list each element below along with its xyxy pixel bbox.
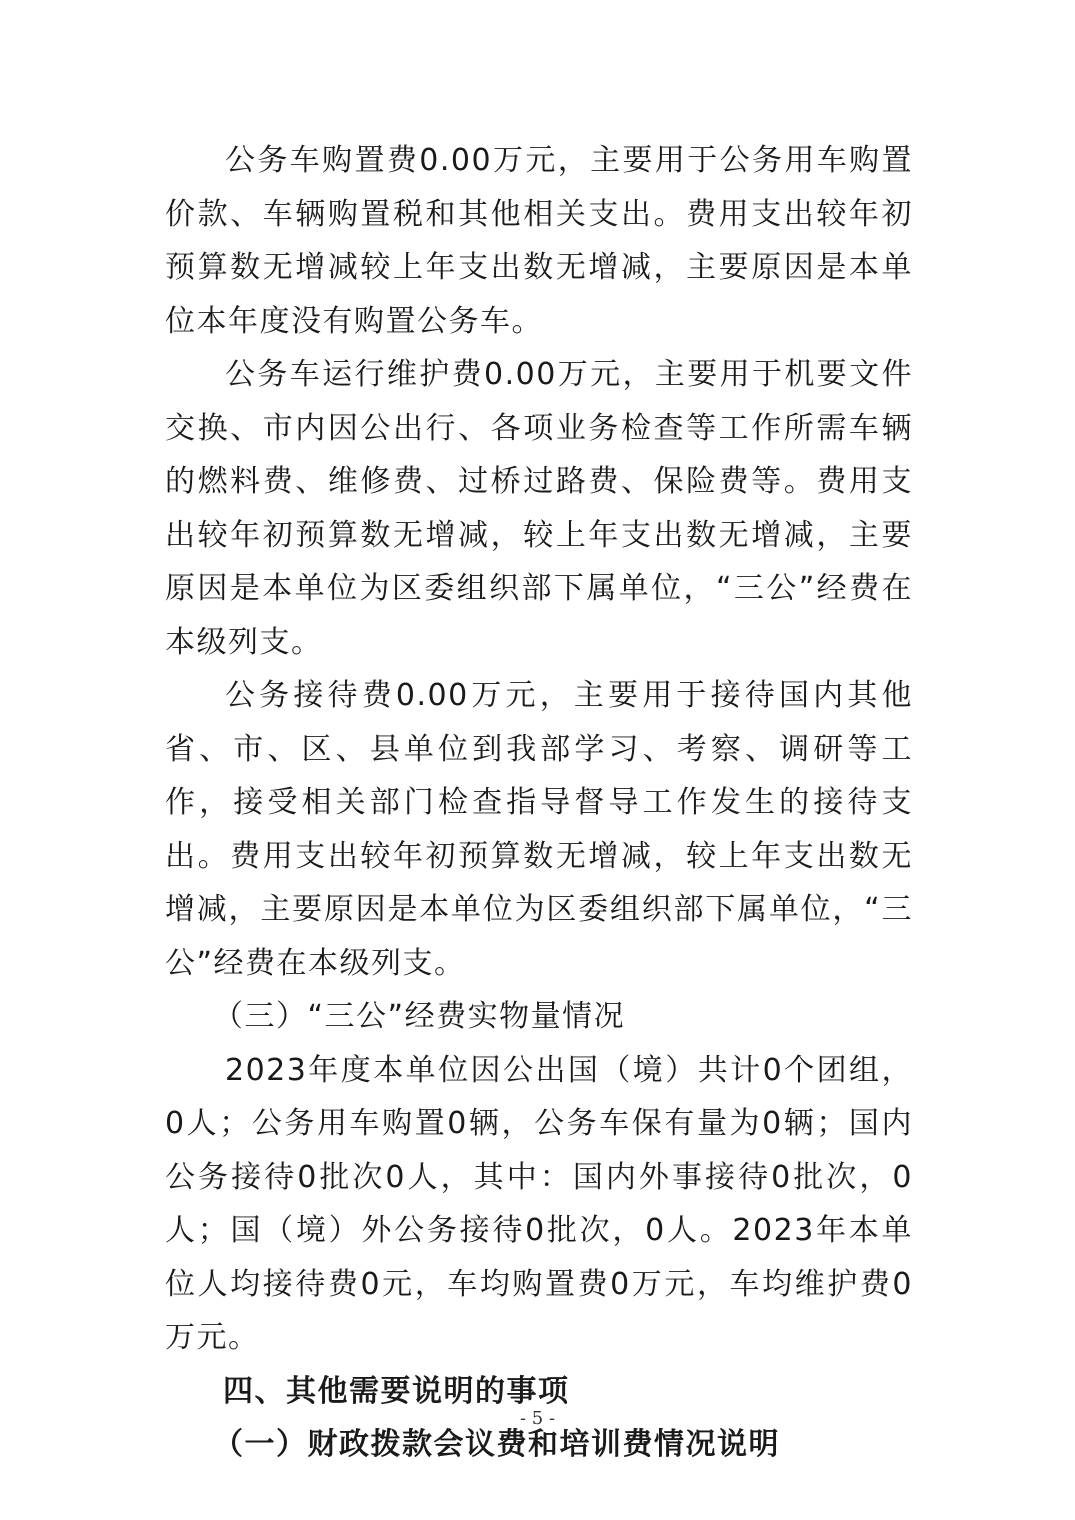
paragraph-vehicle-maintenance: 公务车运行维护费0.00万元，主要用于机要文件交换、市内因公出行、各项业务检查等工作所需车辆的燃料费、维修费、过桥过路费、保险费等。费用支出较年初预算数无增减，较上年支出数无增减，主要原因是本单位为区委组织部下属单位，“三公”经费在本级列支。 — [165, 357, 913, 660]
document-body — [165, 134, 913, 1472]
paragraph-reception: 公务接待费0.00万元，主要用于接待国内其他省、市、区、县单位到我部学习、考察、调研等工作，接受相关部门检查指导督导工作发生的接待支出。费用支出较年初预算数无增减，较上年支出数无增减，主要原因是本单位为区委组织部下属单位，“三公”经费在本级列支。 — [165, 678, 913, 981]
subheading-physical-quantity: （三）“三公”经费实物量情况 — [213, 999, 626, 1034]
heading-other-matters: 四、其他需要说明的事项 — [223, 1373, 570, 1409]
paragraph-vehicle-purchase: 公务车购置费0.00万元，主要用于公务用车购置价款、车辆购置税和其他相关支出。费用支出较年初预算数无增减较上年支出数无增减，主要原因是本单位本年度没有购置公务车。 — [165, 143, 913, 339]
paragraph-physical-quantity: 2023年度本单位因公出国（境）共计0个团组，0人；公务用车购置0辆，公务车保有量为0辆；国内公务接待0批次0人，其中：国内外事接待0批次，0人；国（境）外公务接待0批次，0人。2023年本单位人均接待费0元，车均购置费0万元，车均维护费0万元。 — [165, 1052, 913, 1355]
page-number: - 5 - — [519, 1408, 556, 1429]
subheading-meeting-training-fees: （一）财政拨款会议费和培训费情况说明 — [213, 1427, 780, 1462]
